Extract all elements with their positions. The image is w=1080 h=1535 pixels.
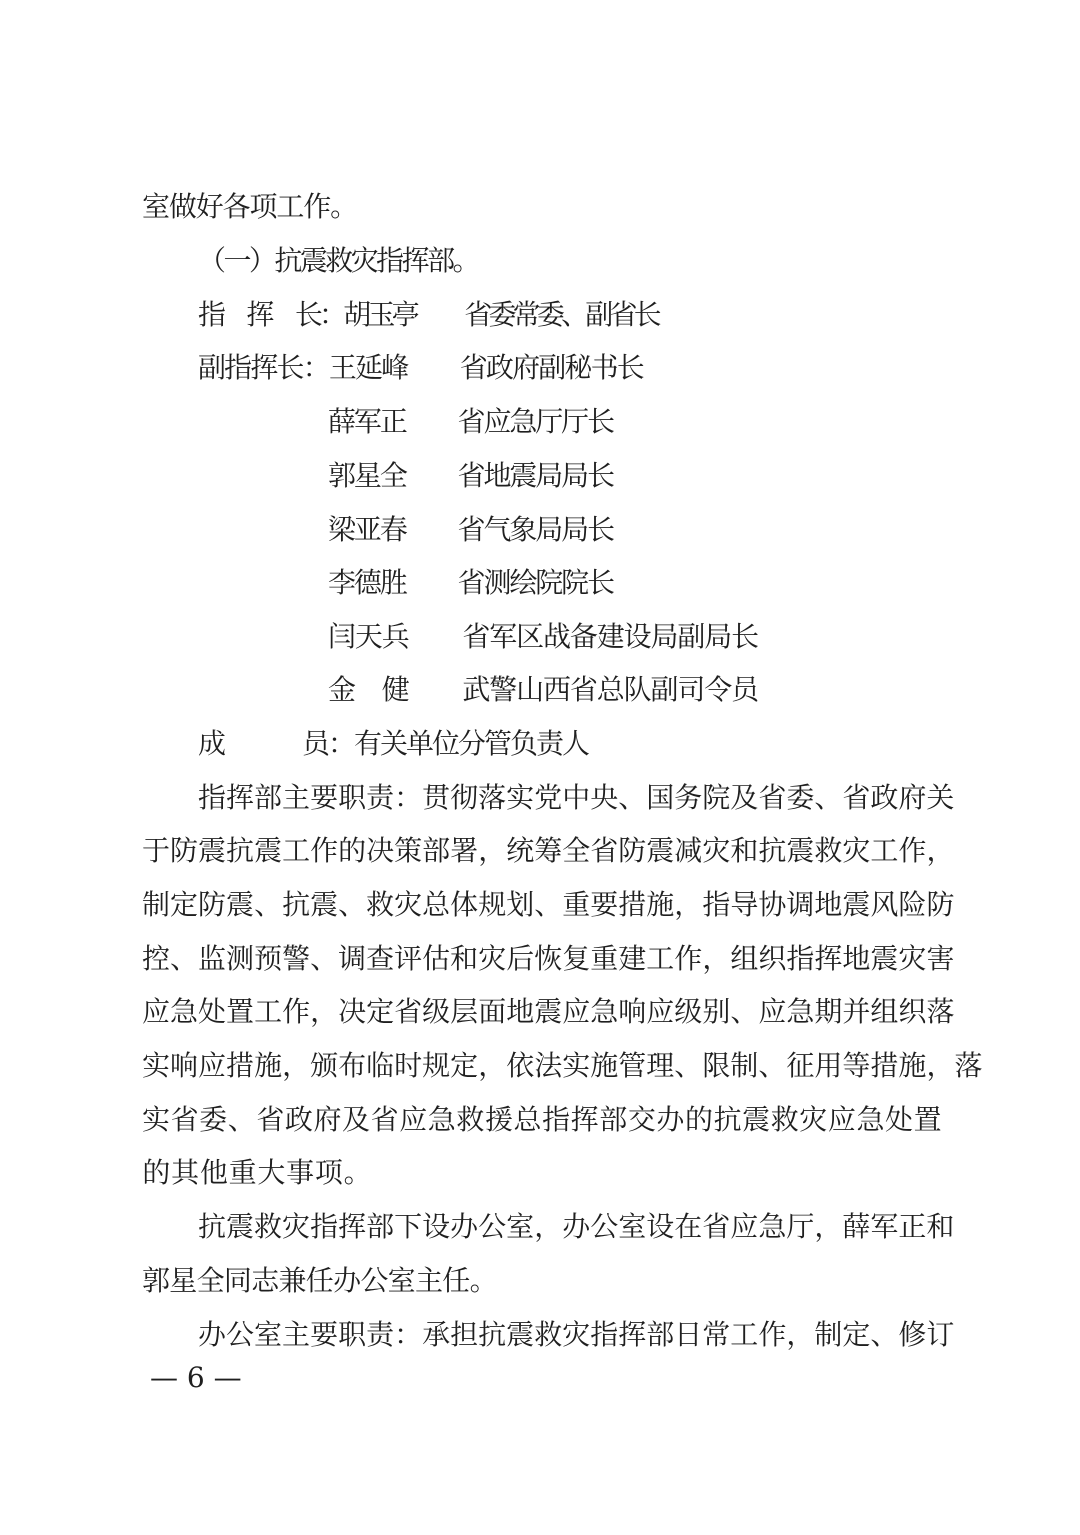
responsibility-paragraph-line-6: 实 响 应 措 施 ， 颁 布 临 时 规 定 ， 依 法 实 施 管 理 、 限 制 、 征 用 等 措 施 ， 落	[142, 1049, 983, 1082]
responsibility-paragraph-line-8: 的 其 他 重 大 事 项 。	[142, 1156, 372, 1189]
commander-line: 指 挥 长 ： 胡 玉 亭 省 委 常 委 、 副 省 长	[198, 298, 662, 331]
office-paragraph-line-2: 郭 星 全 同 志 兼 任 办 公 室 主 任 。	[142, 1264, 498, 1297]
members-line: 成 员 ： 有 关 单 位 分 管 负 责 人	[198, 727, 591, 760]
text-line-1: 室 做 好 各 项 工 作 。	[142, 190, 359, 223]
responsibility-paragraph-line-3: 制 定 防 震 、 抗 震 、 救 灾 总 体 规 划 、 重 要 措 施 ， 指 导 协 调 地 震 风 险 防	[142, 888, 955, 921]
deputy-commander-line: 副 指 挥 长 ： 王 延 峰 省 政 府 副 秘 书 长	[198, 351, 645, 384]
office-paragraph-line-1: 抗 震 救 灾 指 挥 部 下 设 办 公 室 ， 办 公 室 设 在 省 应 急 厅 ， 薛 军 正 和	[198, 1210, 955, 1243]
member-name-line-3: 梁 亚 春 省 气 象 局 局 长	[328, 513, 616, 546]
member-name-line-6: 金 健 武 警 山 西 省 总 队 副 司 令 员	[328, 673, 760, 706]
member-name-line-5: 闫 天 兵 省 军 区 战 备 建 设 局 副 局 长	[328, 620, 760, 653]
responsibility-paragraph-line-1: 指 挥 部 主 要 职 责 ： 贯 彻 落 实 党 中 央 、 国 务 院 及 省 委 、 省 政 府 关	[198, 781, 955, 814]
responsibility-paragraph-line-7: 实 省 委 、 省 政 府 及 省 应 急 救 援 总 指 挥 部 交 办 的 抗 震 救 灾 应 急 处 置	[142, 1103, 942, 1136]
responsibility-paragraph-line-2: 于 防 震 抗 震 工 作 的 决 策 部 署 ， 统 筹 全 省 防 震 减 灾 和 抗 震 救 灾 工 作 ，	[142, 834, 955, 867]
section-heading: （ 一 ） 抗 震 救 灾 指 挥 部 。	[198, 244, 481, 277]
office-duty-line-1: 办 公 室 主 要 职 责 ： 承 担 抗 震 救 灾 指 挥 部 日 常 工 作 ， 制 定 、 修 订	[198, 1318, 955, 1351]
responsibility-paragraph-line-5: 应 急 处 置 工 作 ， 决 定 省 级 层 面 地 震 应 急 响 应 级 别 、 应 急 期 并 组 织 落	[142, 995, 955, 1028]
member-name-line-4: 李 德 胜 省 测 绘 院 院 长	[328, 566, 616, 599]
member-name-line-2: 郭 星 全 省 地 震 局 局 长	[328, 459, 616, 492]
member-name-line-1: 薛 军 正 省 应 急 厅 厅 长	[328, 405, 616, 438]
page-number: — 6 —	[150, 1361, 242, 1394]
responsibility-paragraph-line-4: 控 、 监 测 预 警 、 调 查 评 估 和 灾 后 恢 复 重 建 工 作 ， 组 织 指 挥 地 震 灾 害	[142, 942, 955, 975]
